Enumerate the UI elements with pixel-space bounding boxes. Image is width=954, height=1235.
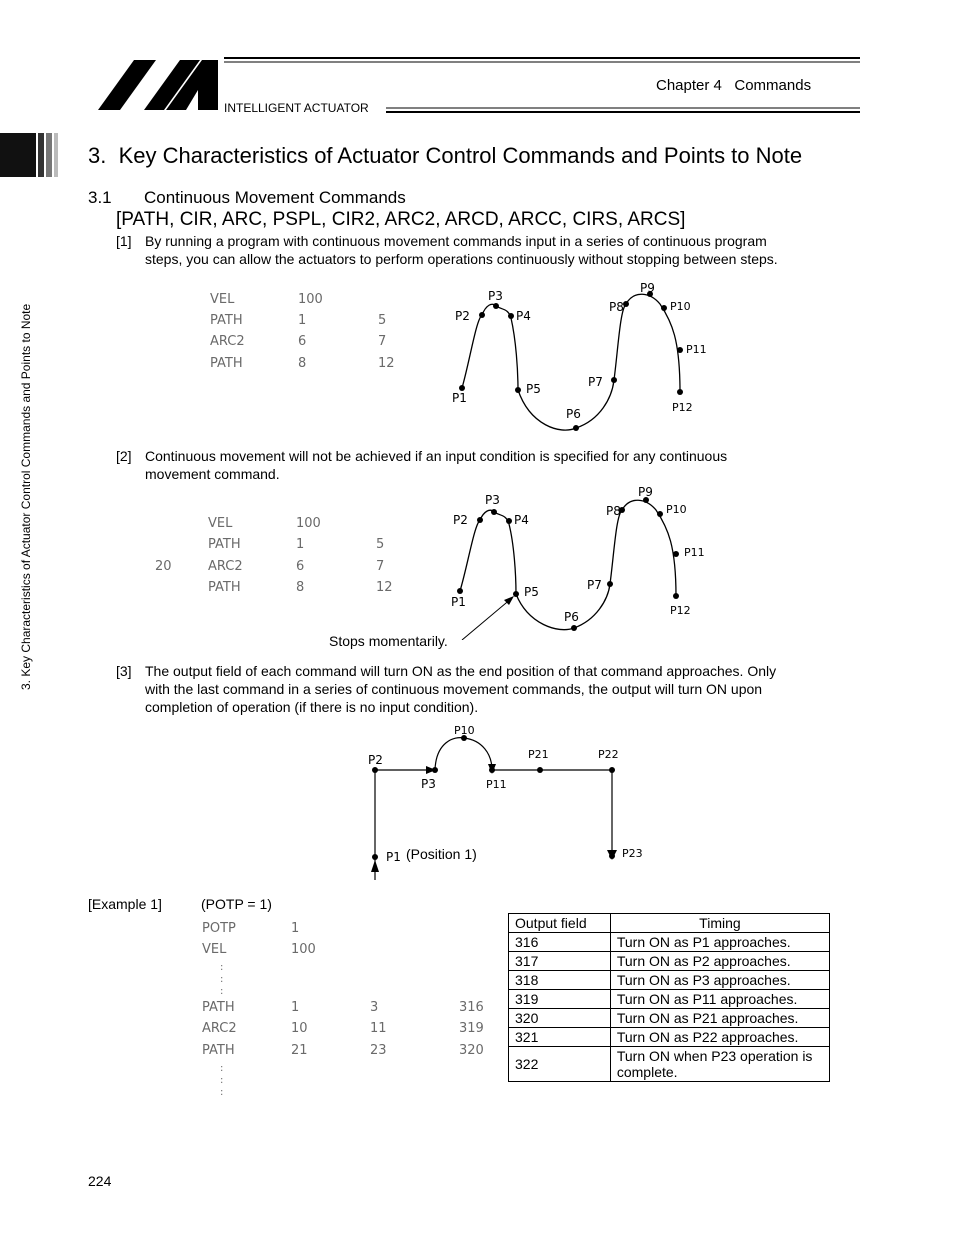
item-text: movement command. bbox=[145, 466, 280, 482]
program-cell: 1 bbox=[291, 1000, 300, 1015]
program-cell: 316 bbox=[459, 1000, 484, 1015]
timing-cell: Turn ON as P1 approaches. bbox=[610, 933, 829, 952]
program-cell: PATH bbox=[202, 1043, 235, 1058]
point-label: P5 bbox=[526, 382, 541, 396]
program-cell: PATH bbox=[208, 537, 241, 552]
item-text: The output field of each command will turn ON as the end position of that command approaches. Only bbox=[145, 663, 777, 679]
program-cell: 11 bbox=[370, 1021, 387, 1036]
item-text: completion of operation (if there is no input condition). bbox=[145, 699, 479, 715]
program-cell: 319 bbox=[459, 1021, 484, 1036]
continuation-dots: : : : bbox=[220, 1063, 224, 1098]
program-cell: 100 bbox=[298, 292, 323, 307]
point-label: P10 bbox=[666, 503, 687, 516]
program-cell: 12 bbox=[378, 356, 395, 371]
point-label: P7 bbox=[588, 375, 603, 389]
program-cell: 1 bbox=[298, 313, 307, 328]
point-label: P6 bbox=[566, 407, 581, 421]
program-cell: PATH bbox=[210, 356, 243, 371]
program-cell: POTP bbox=[202, 921, 236, 936]
page-title: 3. Key Characteristics of Actuator Control Commands and Points to Note bbox=[88, 143, 803, 168]
point-label: P7 bbox=[587, 578, 602, 592]
timing-cell: Turn ON as P2 approaches. bbox=[610, 952, 829, 971]
program-cell: VEL bbox=[208, 516, 233, 531]
program-cell: PATH bbox=[208, 580, 241, 595]
item-text: with the last command in a series of continuous movement commands, the output will turn ON upon bbox=[145, 681, 763, 697]
program-cell: 5 bbox=[378, 313, 387, 328]
point-label: P8 bbox=[609, 300, 624, 314]
brand-logo bbox=[98, 60, 218, 110]
program-cell: 8 bbox=[296, 580, 305, 595]
timing-cell: Turn ON as P22 approaches. bbox=[610, 1028, 829, 1047]
point-label: P3 bbox=[488, 289, 503, 303]
column-header: Output field bbox=[509, 914, 611, 933]
timing-cell: Turn ON when P23 operation is complete. bbox=[610, 1047, 829, 1082]
table-row bbox=[509, 933, 830, 952]
point-label: P11 bbox=[686, 343, 707, 356]
point-label: P10 bbox=[670, 300, 691, 313]
brand-name: INTELLIGENT ACTUATOR bbox=[224, 101, 369, 115]
continuation-dots: : : : bbox=[220, 962, 224, 997]
timing-cell: Turn ON as P11 approaches. bbox=[610, 990, 829, 1009]
table-row bbox=[509, 952, 830, 971]
example-label: [Example 1] bbox=[88, 896, 162, 912]
output-field-cell: 317 bbox=[509, 952, 611, 971]
program-cell: ARC2 bbox=[202, 1021, 237, 1036]
item-text: Continuous movement will not be achieved if an input condition is specified for any continuous bbox=[145, 448, 728, 464]
program-cell: 1 bbox=[291, 921, 300, 936]
chapter-label: Chapter 4 Commands bbox=[656, 77, 812, 94]
point-label: P9 bbox=[640, 281, 655, 295]
program-cell: 8 bbox=[298, 356, 307, 371]
program-cell: PATH bbox=[210, 313, 243, 328]
table-row bbox=[509, 1047, 830, 1082]
table-header-row bbox=[509, 914, 830, 933]
path-diagram-1 bbox=[440, 280, 720, 440]
section-title: Continuous Movement Commands bbox=[144, 188, 406, 207]
program-cell: ARC2 bbox=[210, 334, 245, 349]
program-cell: VEL bbox=[202, 942, 227, 957]
item-text: By running a program with continuous movement commands input in a series of continuous program bbox=[145, 233, 767, 249]
point-label: P22 bbox=[598, 748, 619, 761]
program-cell: 6 bbox=[298, 334, 307, 349]
point-label: P11 bbox=[684, 546, 705, 559]
point-label: P23 bbox=[622, 847, 643, 860]
timing-cell: Turn ON as P3 approaches. bbox=[610, 971, 829, 990]
output-field-cell: 320 bbox=[509, 1009, 611, 1028]
point-label: P9 bbox=[638, 485, 653, 499]
column-header: Timing bbox=[610, 914, 829, 933]
position-note: (Position 1) bbox=[406, 846, 477, 862]
program-cell: 3 bbox=[370, 1000, 379, 1015]
output-field-cell: 322 bbox=[509, 1047, 611, 1082]
program-cell: 7 bbox=[378, 334, 387, 349]
input-condition: 20 bbox=[155, 559, 172, 574]
point-label: P3 bbox=[421, 777, 436, 791]
point-label: P12 bbox=[670, 604, 691, 617]
point-label: P4 bbox=[514, 513, 529, 527]
output-timing-table bbox=[508, 913, 830, 1082]
output-field-cell: 319 bbox=[509, 990, 611, 1009]
stop-arrow bbox=[462, 596, 514, 640]
point-label: P11 bbox=[486, 778, 507, 791]
program-cell: 5 bbox=[376, 537, 385, 552]
output-field-cell: 316 bbox=[509, 933, 611, 952]
output-field-cell: 321 bbox=[509, 1028, 611, 1047]
output-field-cell: 318 bbox=[509, 971, 611, 990]
program-cell: 6 bbox=[296, 559, 305, 574]
point-label: P6 bbox=[564, 610, 579, 624]
item-text: steps, you can allow the actuators to perform operations continuously without stopping between steps. bbox=[145, 251, 778, 267]
program-cell: 100 bbox=[296, 516, 321, 531]
side-label: 3. Key Characteristics of Actuator Control Commands and Points to Note bbox=[19, 303, 33, 690]
item-number: [3] bbox=[116, 663, 132, 679]
table-row bbox=[509, 971, 830, 990]
program-cell: 23 bbox=[370, 1043, 387, 1058]
point-label: P2 bbox=[368, 753, 383, 767]
point-label: P8 bbox=[606, 504, 621, 518]
point-label: P1 bbox=[452, 391, 467, 405]
program-cell: 320 bbox=[459, 1043, 484, 1058]
table-row bbox=[509, 990, 830, 1009]
command-list: [PATH, CIR, ARC, PSPL, CIR2, ARC2, ARCD, ARCC, CIRS, ARCS] bbox=[116, 209, 686, 230]
item-number: [1] bbox=[116, 233, 132, 249]
program-cell: 21 bbox=[291, 1043, 308, 1058]
point-label: P1 bbox=[386, 850, 401, 864]
point-label: P21 bbox=[528, 748, 549, 761]
program-cell: ARC2 bbox=[208, 559, 243, 574]
program-cell: 12 bbox=[376, 580, 393, 595]
point-label: P1 bbox=[451, 595, 466, 609]
program-cell: 100 bbox=[291, 942, 316, 957]
point-label: P3 bbox=[485, 493, 500, 507]
point-label: P4 bbox=[516, 309, 531, 323]
program-cell: 1 bbox=[296, 537, 305, 552]
stop-annotation: Stops momentarily. bbox=[329, 633, 448, 649]
section-number: 3.1 bbox=[88, 188, 112, 207]
point-label: P10 bbox=[454, 724, 475, 737]
item-number: [2] bbox=[116, 448, 132, 464]
path-diagram-2 bbox=[440, 484, 720, 640]
page-number: 224 bbox=[88, 1173, 112, 1189]
point-label: P2 bbox=[455, 309, 470, 323]
program-cell: PATH bbox=[202, 1000, 235, 1015]
point-label: P5 bbox=[524, 585, 539, 599]
example-param: (POTP = 1) bbox=[201, 896, 272, 912]
table-row bbox=[509, 1028, 830, 1047]
table-row bbox=[509, 1009, 830, 1028]
path-diagram-3 bbox=[360, 720, 660, 885]
program-cell: 10 bbox=[291, 1021, 308, 1036]
program-cell: 7 bbox=[376, 559, 385, 574]
point-label: P12 bbox=[672, 401, 693, 414]
program-cell: VEL bbox=[210, 292, 235, 307]
timing-cell: Turn ON as P21 approaches. bbox=[610, 1009, 829, 1028]
point-label: P2 bbox=[453, 513, 468, 527]
